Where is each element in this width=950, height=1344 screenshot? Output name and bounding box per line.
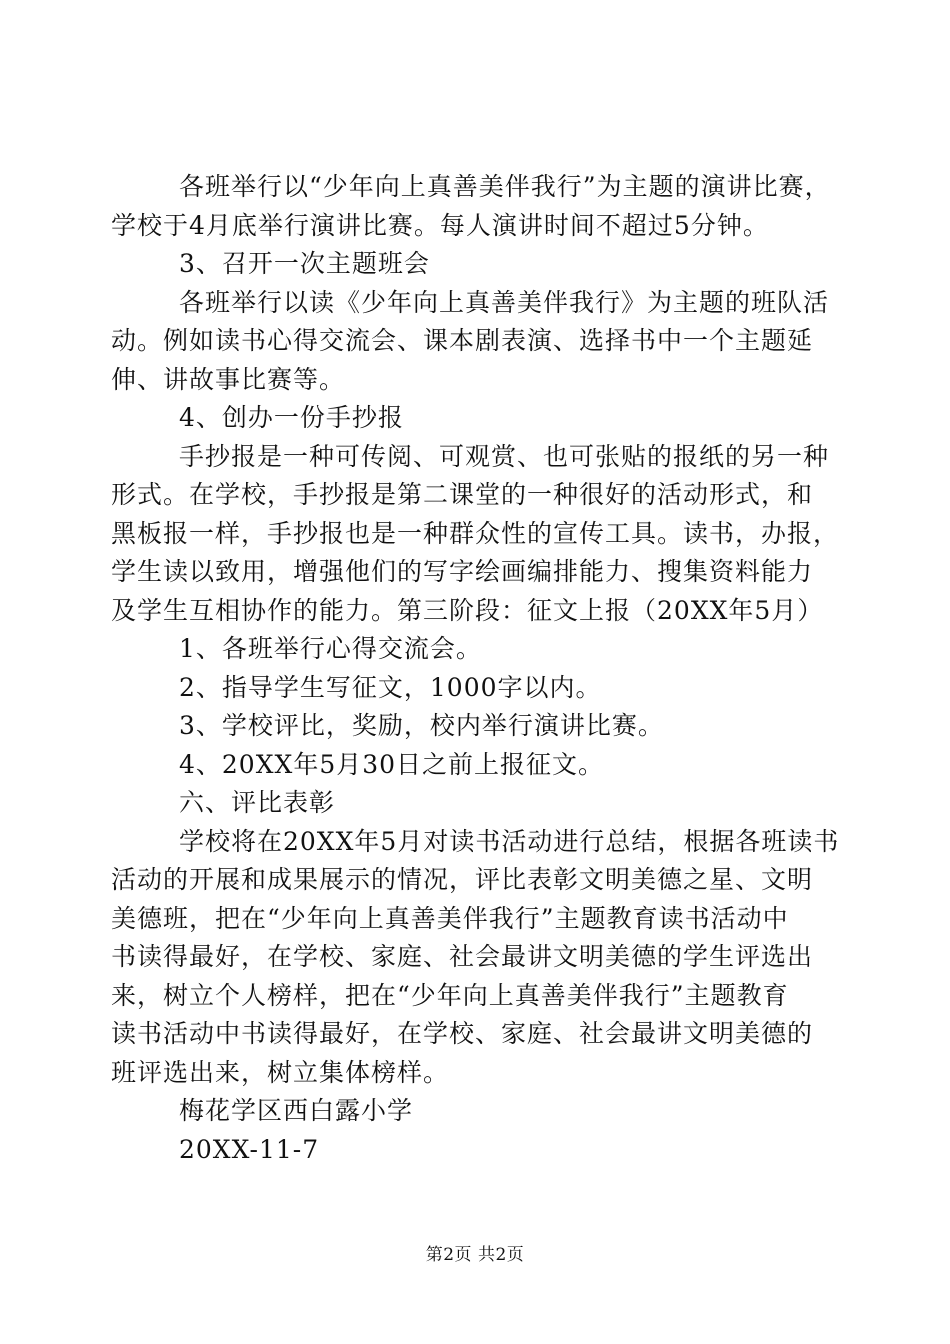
section-heading: 3、召开一次主题班会 bbox=[179, 249, 430, 278]
text-line: 学校将在20XX年5月对读书活动进行总结，根据各班读书 bbox=[179, 826, 840, 856]
signature-school: 梅花学区西白露小学 bbox=[179, 1096, 414, 1125]
text-line: 黑板报一样，手抄报也是一种群众性的宣传工具。读书，办报， bbox=[111, 518, 840, 548]
list-item: 3、学校评比，奖励，校内举行演讲比赛。 bbox=[179, 711, 664, 740]
list-item: 1、各班举行心得交流会。 bbox=[179, 634, 482, 663]
text-line: 各班举行以读《少年向上真善美伴我行》为主题的班队活 bbox=[179, 287, 830, 317]
text-line: 书读得最好，在学校、家庭、社会最讲文明美德的学生评选出 bbox=[111, 942, 814, 971]
text-line: 来，树立个人榜样，把在“少年向上真善美伴我行”主题教育 bbox=[111, 980, 789, 1010]
section-heading: 六、评比表彰 bbox=[179, 788, 336, 817]
text-line: 动。例如读书心得交流会、课本剧表演、选择书中一个主题延 bbox=[111, 326, 814, 355]
text-line: 伸、讲故事比赛等。 bbox=[111, 364, 346, 394]
list-item: 2、指导学生写征文，1000字以内。 bbox=[179, 672, 602, 702]
text-line: 学生读以致用，增强他们的写字绘画编排能力、搜集资料能力 bbox=[111, 557, 814, 586]
text-line: 手抄报是一种可传阅、可观赏、也可张贴的报纸的另一种 bbox=[179, 441, 830, 471]
text-line: 活动的开展和成果展示的情况，评比表彰文明美德之星、文明 bbox=[111, 865, 814, 894]
text-line: 学校于4月底举行演讲比赛。每人演讲时间不超过5分钟。 bbox=[111, 210, 769, 240]
section-heading: 4、创办一份手抄报 bbox=[179, 403, 404, 432]
text-line: 及学生互相协作的能力。第三阶段：征文上报（20XX年5月） bbox=[111, 595, 824, 625]
text-line: 美德班，把在“少年向上真善美伴我行”主题教育读书活动中 bbox=[111, 903, 789, 933]
page-number: 第2页 共2页 bbox=[425, 1245, 525, 1265]
text-line: 读书活动中书读得最好，在学校、家庭、社会最讲文明美德的 bbox=[111, 1019, 814, 1048]
text-line: 班评选出来，树立集体榜样。 bbox=[111, 1057, 450, 1087]
document-body bbox=[111, 168, 851, 1169]
signature-date: 20XX-11-7 bbox=[179, 1134, 320, 1164]
text-line: 形式。在学校，手抄报是第二课堂的一种很好的活动形式，和 bbox=[111, 480, 814, 509]
list-item: 4、20XX年5月30日之前上报征文。 bbox=[179, 749, 605, 779]
text-line: 各班举行以“少年向上真善美伴我行”为主题的演讲比赛， bbox=[179, 172, 831, 201]
